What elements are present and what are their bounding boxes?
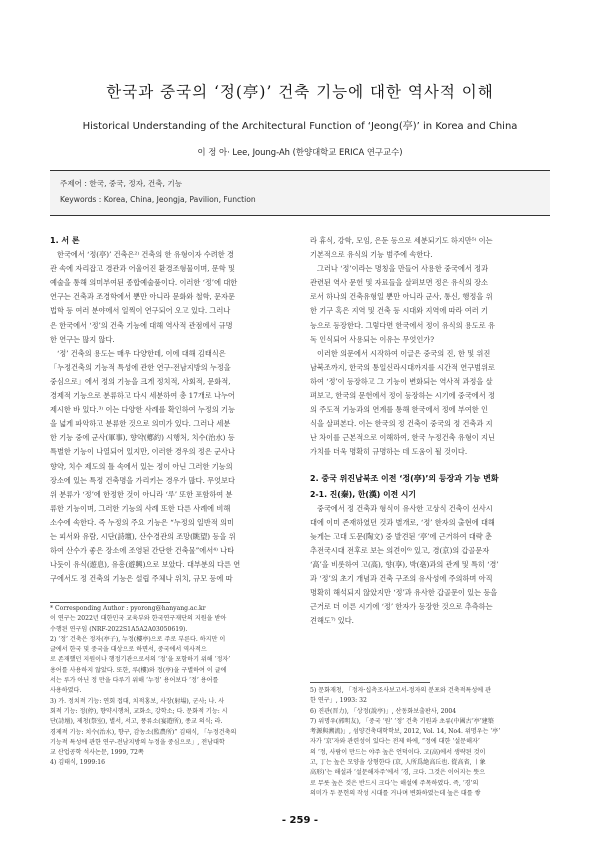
intro-paragraph-3 — [310, 262, 555, 347]
text-line: 법학 등 여러 분야에서 일찍이 연구되어 오고 있다. 그러나 — [50, 306, 231, 316]
paper-title-korean: 한국과 중국의 ‘정(亭)’ 건축 기능에 대한 역사적 이해 — [106, 83, 494, 101]
subsection-heading-2-1: 2-1. 진(秦), 한(漢) 이전 시기 — [310, 489, 416, 499]
text-line: 高形)’는 해설과 ‘설문해자주’에서 ‘경, 크다. 그것은 이어지는 뜻으 — [310, 769, 486, 777]
intro-paragraph-1 — [50, 248, 295, 347]
text-line: 이러한 의문에서 시작하여 이글은 중국의 진, 한 및 위진 — [317, 348, 491, 358]
footnotes-right — [310, 686, 555, 799]
text-line: 대에 이미 존재하였던 것과 별개로, ‘정’ 한자의 출현에 대해 — [310, 517, 495, 527]
text-line: 2) ‘정’ 건축은 정자(亭子), 누정(樓亭)으로 주로 부른다. 하지만 이 — [50, 635, 226, 643]
text-line: ‘高’을 비롯하여 고(高), 향(享), 박(亳)과의 관계 및 특히 ‘경’ — [310, 560, 499, 570]
text-line: 글에서 한국 및 중국을 대상으로 하면서, 중국에서 역사적으 — [50, 646, 207, 654]
text-line: 사용하였다. — [50, 687, 82, 695]
text-line: 한 연구」, 1993: 32 — [310, 697, 367, 705]
intro-paragraph-2-continued — [310, 234, 555, 262]
text-line: 소수에 속한다. 즉 누정의 주요 기능은 “누정의 일반적 의미 — [50, 517, 234, 527]
section-heading-introduction: 1. 서 론 — [50, 236, 80, 245]
text-line: 경제적 기능으로 분류하고 다시 세분하여 총 17개로 나누어 — [50, 391, 235, 401]
text-line: 한국에서 ‘정(亭)’ 건축은²⁾ 건축의 한 유형이자 수려한 경 — [57, 250, 234, 260]
text-line: 한 기구 혹은 지역 및 건축 등 시대와 지역에 따라 여러 기 — [310, 306, 488, 316]
text-line: 구에서도 정 건축의 기능은 설립 주체나 위치, 규모 등에 따 — [50, 574, 233, 584]
text-line: 하여 ‘정’이 등장하고 그 기능이 변화되는 역사적 과정을 살 — [310, 376, 493, 386]
text-line: 가치를 더욱 명확히 규명하는 데 도움이 될 것이다. — [310, 447, 468, 457]
text-line: 는 피서와 유람, 시단(詩壇), 산수경관의 조망(眺望) 등을 위 — [50, 531, 236, 541]
intro-paragraph-4 — [310, 347, 555, 460]
text-line: 중심으로」에서 정의 기능을 크게 정치적, 사회적, 문화적, — [50, 376, 231, 386]
text-line: 독 인식되어 사용되는 이유는 무엇인가? — [310, 334, 435, 344]
text-line: 을 넓게 파악하고 분류한 것으로 의미가 있다. 그러나 세분 — [50, 419, 231, 429]
text-line: 제시한 바 있다.³⁾ 이는 다양한 사례를 확인하여 누정의 기능 — [50, 405, 235, 415]
text-line: 나듯이 유식(遊息), 유흥(遊興)으로 보았다. 대부분의 다른 연 — [50, 560, 241, 570]
text-line: 예술을 통해 의미부여된 종합예술품이다. 이러한 ‘정’에 대한 — [50, 278, 238, 288]
text-line: 남북조까지, 한국의 통일신라시대까지를 시간적 연구범위로 — [310, 362, 496, 372]
text-line: 명확히 해석되지 않았지만 ‘정’과 유사한 갑골문이 있는 등을 — [310, 588, 498, 598]
text-line: 교 산업공학 석사논문, 1999, 72쪽 — [50, 749, 144, 757]
text-line: 관 속에 자리잡고 경관과 어울어진 환경조형물이며, 문학 및 — [50, 264, 235, 274]
text-line: 단(詩壇), 제청(祭室), 별서, 서고, 풍류소(宴遊所), 종교 의식; 라. — [50, 718, 223, 726]
text-line: 考源與溯流)」, 섬양건축대학학보, 2012, Vol. 14, No4. 위명우는 ‘亭’ — [310, 728, 501, 736]
text-line: 회적 기능: 정(停), 향약시행처, 교화소, 강학소; 다. 문화적 기능: 시 — [50, 707, 228, 715]
text-line: 위 분류가 ‘정’에 한정한 것이 아니라 ‘루’ 또한 포함하여 분 — [50, 489, 233, 499]
right-column — [310, 234, 555, 629]
intro-paragraph-2 — [50, 347, 295, 587]
text-line: 로 무릇 높은 것은 반드시 크다’는 해설에 주목하였다. 즉, ‘경’의 — [310, 779, 479, 787]
page-number: - 259 - — [281, 815, 319, 826]
text-line: 특별한 기능이 나열되어 있지만, 이러한 경우의 정은 군사나 — [50, 447, 235, 457]
text-line: 「누정건축의 기능적 특성에 관한 연구-전남지방의 누정을 — [50, 362, 231, 372]
text-line: 견해도⁷⁾ 있다. — [310, 616, 354, 626]
text-line: 식을 살펴본다. 이는 한국의 정 건축이 중국의 정 건축과 지 — [310, 419, 493, 429]
keywords-box — [50, 170, 550, 216]
section-spacer — [310, 460, 555, 472]
paper-title-english: Historical Understanding of the Architectural Function of ‘Jeong(亭)’ in Korea and China — [82, 121, 518, 132]
text-line: 기본적으로 유식의 기능 범주에 속한다. — [310, 250, 433, 260]
text-line: 난 차이를 근본적으로 이해하여, 한국 누정건축 유형이 지닌 — [310, 433, 495, 443]
text-line: 이 연구는 2022년 대한민국 교육부와 한국연구재단의 지원을 받아 — [50, 615, 227, 623]
text-line: 고, 丁는 높은 모양을 상형한다 (京, 人所爲絶高丘也. 從高省, 丨象 — [310, 759, 486, 767]
text-line: 능으로 등장한다. 그렇다면 한국에서 정이 유식의 용도로 유 — [310, 320, 495, 330]
text-line: 펴보고, 한국의 문헌에서 정이 등장하는 시기에 중국에서 정 — [310, 391, 495, 401]
text-line: 과 ‘정’의 초기 개념과 건축 구조의 유사성에 주의하며 아직 — [310, 574, 493, 584]
text-line: 연구는 건축과 조경학에서 뿐만 아니라 문화와 철학, 문자문 — [50, 292, 235, 302]
text-line: 수행된 연구임 (NRF-2022S1A5A2A03050619). — [50, 625, 188, 633]
text-line: 그러나 ‘정’이라는 명칭을 만들어 사용한 중국에서 정과 — [317, 264, 489, 274]
text-line: 근거로 더 이른 시기에 ‘정’ 한자가 등장한 것으로 추측하는 — [310, 602, 493, 612]
section2-paragraph-1 — [310, 502, 555, 629]
text-line: 자가 ‘京’자와 관련성이 있다는 전제 하에, “정에 대한 ‘설문해자’ — [310, 738, 480, 746]
text-line: 의 주도적 기능과의 연계를 통해 한국에서 정에 부여한 인 — [310, 405, 488, 415]
footnotes-left — [50, 604, 295, 769]
text-line: 의미가 두 문헌의 작성 시대를 거나며 변화하였는데 높은 대를 쌓 — [310, 789, 481, 797]
text-line: 관련된 역사 문헌 및 자료들을 살펴보면 정은 유식의 장소 — [310, 278, 488, 288]
keywords-english: Keywords : Korea, China, Jeongja, Pavilion, Function — [60, 195, 256, 204]
text-line: 경제적 기능: 치수(治水), 향구, 감농소(監農所)” 김태식, 「누정건축의 — [50, 728, 237, 736]
text-line: 장소에 있는 특정 건축명을 가리키는 경우가 많다. 무엇보다 — [50, 475, 235, 485]
left-column — [50, 234, 295, 586]
text-line: ‘정’ 건축의 용도는 매우 다양한데, 이에 대해 김태식은 — [57, 348, 226, 358]
text-line: 의 ‘정, 사람이 만드는 야주 높은 언덕이다. 고(高)에서 생략된 것이 — [310, 748, 486, 756]
footnote-divider-left — [50, 602, 170, 603]
text-line: 라 휴식, 강학, 모임, 은둔 등으로 세분되기도 하지만⁵⁾ 이는 — [310, 236, 493, 245]
text-line: 향약, 치수 제도의 틀 속에서 있는 정이 아닌 그러한 기능의 — [50, 461, 233, 471]
text-line: 7) 위명우(郭明友), 「중국 ‘원’ ‘정’ 건축 기원과 초류(中國古‘亭’建築 — [310, 717, 494, 725]
text-line: 중국에서 정 건축과 형식이 유사한 고상식 건축이 선사시 — [317, 503, 493, 513]
text-line: 5) 문화재청, 「정자·십측조사보고서-정자의 분포와 건축적특성에 관 — [310, 687, 492, 694]
text-line: 로서 하나의 건축유형일 뿐만 아니라 군사, 통신, 행정을 위 — [310, 292, 493, 302]
text-line: 한 기능 중에 군사(軍事), 향약(鄕約) 시행처, 치수(治水) 등 — [50, 433, 235, 443]
author-line: 이 정 아· Lee, Joung-Ah (한양대학교 ERICA 연구교수) — [197, 147, 403, 157]
text-line: 로 존재했던 지원이나 행정기관으로서의 ‘정’을 포함하기 위해 ‘정자’ — [50, 656, 231, 664]
text-line: 서는 루가 아닌 정 만을 다루기 위해 ‘누정’ 용어보다 ‘정’ 용어를 — [50, 677, 219, 685]
text-line: 류한 기능이며, 그러한 기능의 사례 또한 다른 사례에 비해 — [50, 503, 231, 513]
text-line: 추전국시대 전후로 보는 의견이⁶⁾ 있고, 경(京)의 갑골문자 — [310, 545, 490, 555]
text-line: 한 연구는 많지 않다. — [50, 334, 115, 344]
text-line: 3) 가. 정치적 기능: 연회 접대, 치적홍보, 사장(射場), 군사; 나. 사 — [50, 697, 225, 705]
text-line: 늦게는 고대 도문(陶文) 중 발견된 ‘亭’에 근거하여 대략 춘 — [310, 531, 492, 541]
text-line: 하여 산수가 좋은 장소에 조영된 간단한 건축물”에서⁴⁾ 나타 — [50, 546, 235, 556]
text-line: * Corresponding Author : pyorong@hanyang.ac.kr — [50, 605, 206, 612]
text-line: 기능적 특성에 관한 연구-전남지방의 누정을 중심으로」, 전남대학 — [50, 738, 225, 746]
text-line: 용어를 사용하지 않았다. 또한, 루(樓)와 정(亭)을 구별하여 이 글에 — [50, 666, 227, 674]
keywords-korean: 주제어 : 한국, 중국, 정자, 건축, 기능 — [60, 179, 183, 188]
text-line: 은 한국에서 ‘정’의 건축 기능에 대해 역사적 관점에서 규명 — [50, 320, 233, 330]
text-line: 6) 진관(晋力), 「상정(說亭)」, 산동화보출판사, 2004 — [310, 707, 457, 715]
section-heading-2: 2. 중국 위진남북조 이전 ‘정(亭)’의 등장과 기능 변화 — [310, 473, 499, 483]
text-line: 4) 김태식, 1999:16 — [50, 759, 106, 767]
footnote-divider-right — [310, 682, 430, 683]
